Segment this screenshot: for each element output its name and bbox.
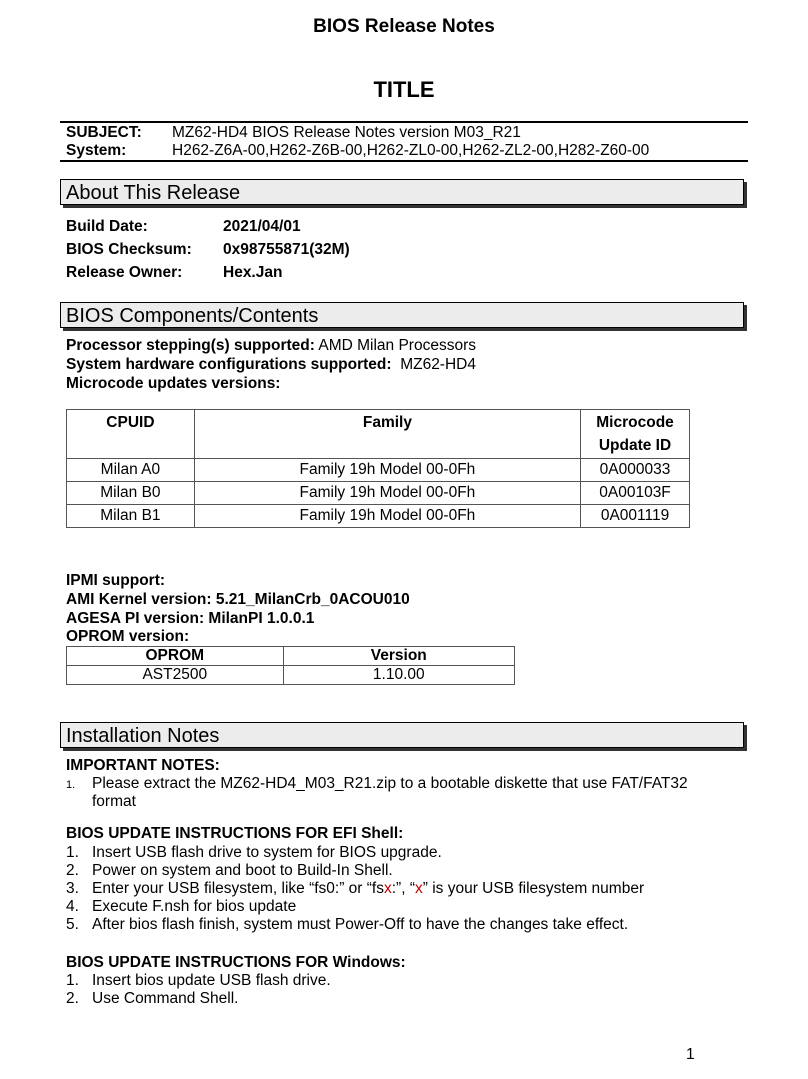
checksum-row: [66, 241, 350, 259]
important-notes-label: IMPORTANT NOTES:: [66, 757, 220, 774]
step-text: Insert USB flash drive to system for BIOS upgrade.: [92, 844, 442, 861]
col-header-version: Version: [283, 647, 514, 666]
table-row: [67, 505, 690, 528]
ami-kernel-version: AMI Kernel version: 5.21_MilanCrb_0ACOU010: [66, 591, 410, 608]
col-header-cpuid: CPUID: [67, 410, 195, 459]
table-row: [67, 666, 515, 685]
owner-value: Hex.Jan: [223, 264, 283, 281]
ipmi-support: IPMI support:: [66, 572, 166, 589]
owner-label: Release Owner:: [66, 264, 183, 281]
microcode-label: Microcode updates versions:: [66, 375, 281, 392]
important-note-text: Please extract the MZ62-HD4_M03_R21.zip to a bootable diskette that use FAT/FAT32: [92, 775, 688, 792]
hw-config-label: System hardware configurations supported:: [66, 356, 392, 373]
section-install-heading: Installation Notes: [60, 722, 744, 748]
family-cell: Family 19h Model 00-0Fh: [194, 505, 580, 528]
highlight-x: x: [415, 880, 423, 897]
agesa-version: AGESA PI version: MilanPI 1.0.0.1: [66, 610, 315, 627]
checksum-value: 0x98755871(32M): [223, 241, 350, 258]
step-number: 3.: [66, 880, 79, 897]
list-item: [66, 844, 442, 862]
family-cell: Family 19h Model 00-0Fh: [194, 482, 580, 505]
owner-row: [66, 264, 282, 282]
update-id-cell: 0A00103F: [581, 482, 690, 505]
bottom-rule: [60, 160, 748, 162]
system-row: [66, 142, 649, 160]
col-header-microcode: [581, 410, 690, 459]
important-note-continuation: format: [92, 793, 136, 810]
step-text-b: :”, “: [391, 880, 415, 897]
step-text-a: Enter your USB filesystem, like “fs0:” or “fs: [92, 880, 384, 897]
cpuid-cell: Milan A0: [67, 459, 195, 482]
build-date-value: 2021/04/01: [223, 218, 301, 235]
oprom-table-header: [67, 647, 515, 666]
hw-config-line: [66, 355, 476, 374]
stepping-value: AMD Milan Processors: [318, 337, 476, 354]
col-header-oprom: OPROM: [67, 647, 284, 666]
page-number: 1: [686, 1046, 695, 1063]
section-about-heading: About This Release: [60, 179, 744, 205]
list-item: [66, 990, 238, 1008]
step-text: After bios flash finish, system must Power-Off to have the changes take effect.: [92, 916, 629, 933]
important-note-item: [66, 775, 688, 794]
step-text: Use Command Shell.: [92, 990, 239, 1007]
oprom-version-cell: 1.10.00: [283, 666, 514, 685]
microcode-table-header: [67, 410, 690, 459]
step-text: Power on system and boot to Build-In Shell.: [92, 862, 393, 879]
subject-value: MZ62-HD4 BIOS Release Notes version M03_R21: [172, 124, 521, 141]
important-note-number: 1.: [66, 779, 76, 791]
step-number: 2.: [66, 862, 79, 879]
col-header-microcode-line2: Update ID: [598, 437, 672, 454]
document-header: BIOS Release Notes: [313, 16, 495, 37]
windows-instructions-heading: BIOS UPDATE INSTRUCTIONS FOR Windows:: [66, 954, 406, 971]
top-rule: [60, 121, 748, 123]
system-value: H262-Z6A-00,H262-Z6B-00,H262-ZL0-00,H262-ZL2-00,H282-Z60-00: [172, 142, 650, 159]
step-text: Execute F.nsh for bios update: [92, 898, 297, 915]
build-date-label: Build Date:: [66, 218, 148, 235]
system-label: System:: [66, 142, 127, 159]
step-text-c: ” is your USB filesystem number: [422, 880, 645, 897]
list-item: [66, 916, 628, 934]
microcode-table: [66, 409, 690, 528]
table-row: [67, 459, 690, 482]
step-number: 1.: [66, 844, 79, 861]
subject-label: SUBJECT:: [66, 124, 142, 141]
document-title: TITLE: [373, 77, 435, 102]
cpuid-cell: Milan B1: [67, 505, 195, 528]
efi-instructions-heading: BIOS UPDATE INSTRUCTIONS FOR EFI Shell:: [66, 825, 404, 842]
build-date-row: [66, 218, 301, 236]
family-cell: Family 19h Model 00-0Fh: [194, 459, 580, 482]
list-item: [66, 862, 393, 880]
cpuid-cell: Milan B0: [67, 482, 195, 505]
list-item: [66, 880, 644, 898]
stepping-line: [66, 336, 476, 355]
step-text: Insert bios update USB flash drive.: [92, 972, 331, 989]
highlight-x: x: [384, 880, 392, 897]
list-item: [66, 898, 296, 916]
step-number: 5.: [66, 916, 79, 933]
col-header-microcode-line1: Microcode: [596, 414, 674, 431]
step-number: 2.: [66, 990, 79, 1007]
oprom-label: OPROM version:: [66, 628, 190, 645]
col-header-family: Family: [194, 410, 580, 459]
checksum-label: BIOS Checksum:: [66, 241, 192, 258]
hw-config-value: MZ62-HD4: [400, 356, 476, 373]
step-number: 4.: [66, 898, 79, 915]
oprom-table: [66, 646, 515, 685]
subject-row: [66, 124, 521, 142]
step-number: 1.: [66, 972, 79, 989]
oprom-name-cell: AST2500: [67, 666, 284, 685]
table-row: [67, 482, 690, 505]
section-components-heading: BIOS Components/Contents: [60, 302, 744, 328]
stepping-label: Processor stepping(s) supported:: [66, 337, 315, 354]
list-item: [66, 972, 331, 990]
update-id-cell: 0A000033: [581, 459, 690, 482]
update-id-cell: 0A001119: [581, 505, 690, 528]
